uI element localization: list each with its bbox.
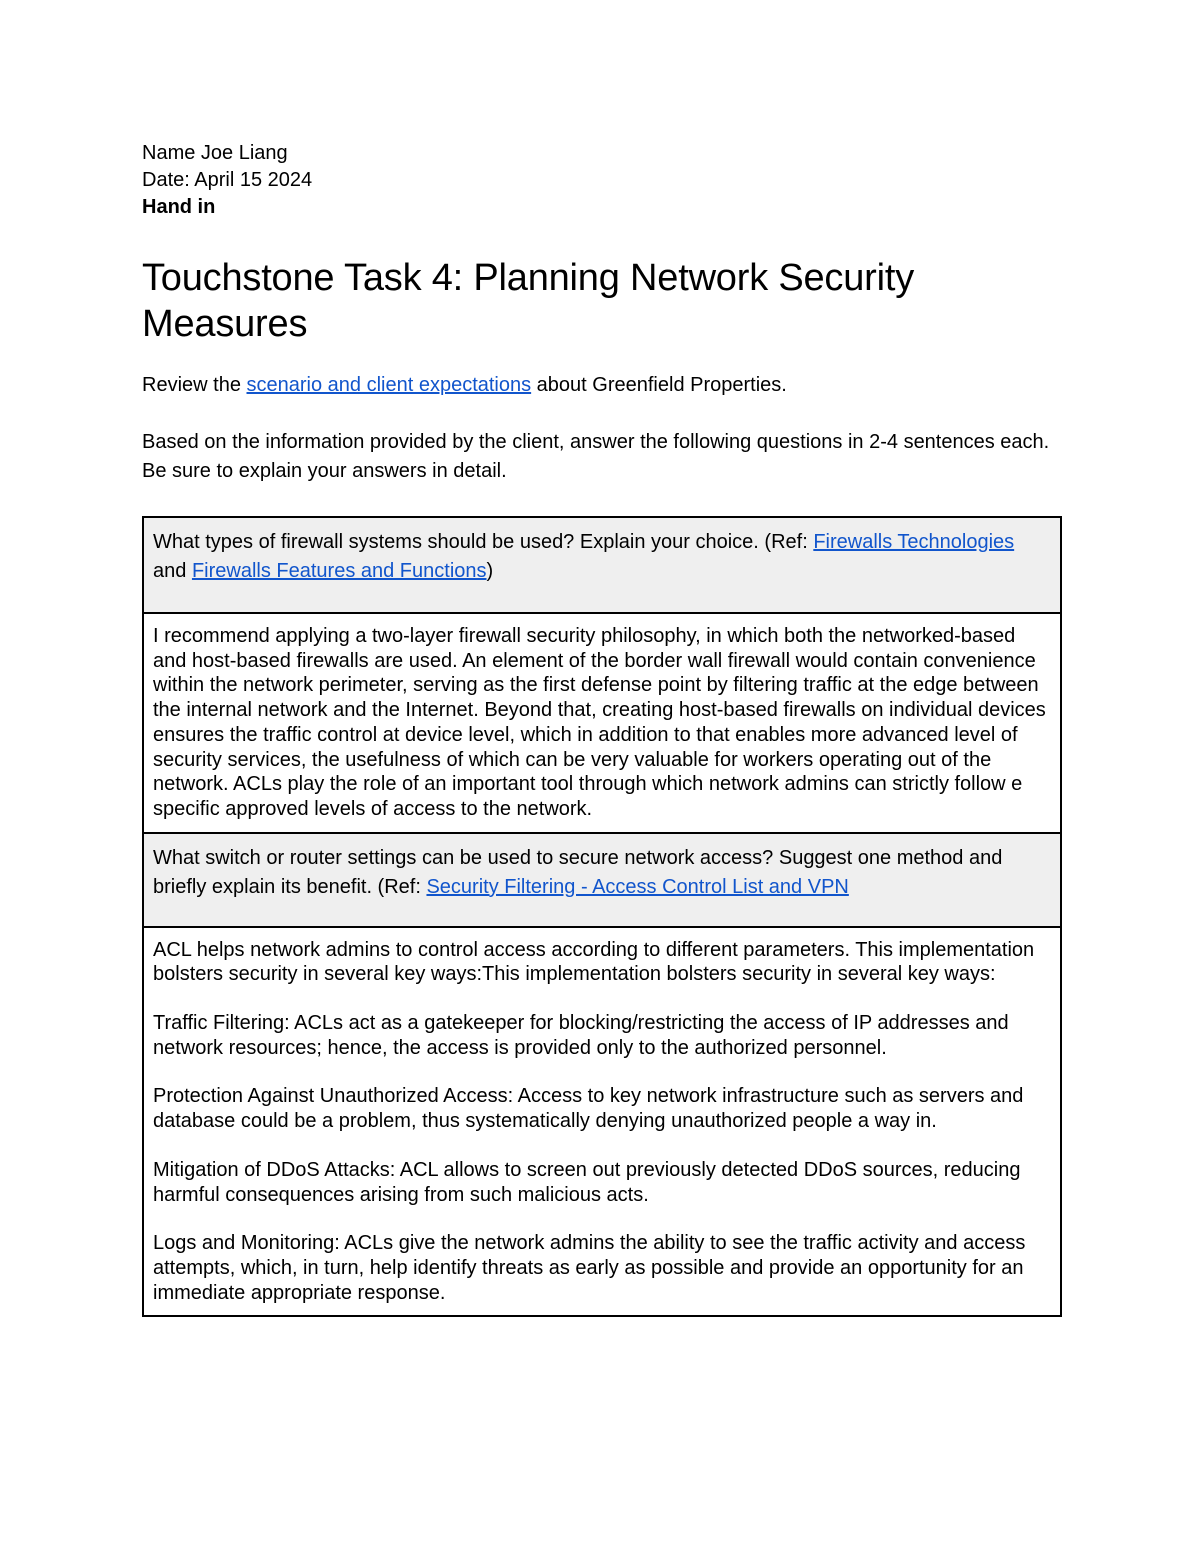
table-row [143, 833, 1061, 927]
review-paragraph [142, 371, 1062, 400]
question-1-cell [143, 517, 1061, 613]
hand-in-label: Hand in [142, 196, 216, 218]
answer-2-point-logs: Logs and Monitoring: ACLs give the network admins the ability to see the traffic activity and access attempts, which, in turn, help identify threats as early as possible and provide an opportunity for an immediate appropriate response. [153, 1232, 1026, 1304]
review-suffix: about Greenfield Properties. [531, 374, 787, 396]
answer-1-text: I recommend applying a two-layer firewall security philosophy, in which both the networked-based and host-based firewalls are used. An element of the border wall firewall would contain convenience within the network perimeter, serving as the first defense point by filtering traffic at the edge between the internal network and the Internet. Beyond that, creating host-based firewalls on individual devices ensures the traffic control at device level, which in addition to that enables more advanced level of security services, the usefulness of which can be very valuable for workers operating out of the network. ACLs play the role of an important tool through which network admins can strictly follow e specific approved levels of access to the network. [153, 625, 1046, 820]
answer-2-point-ddos: Mitigation of DDoS Attacks: ACL allows to screen out previously detected DDoS sources, reducing harmful consequences arising from such malicious acts. [153, 1158, 1021, 1206]
question-1-and: and [153, 560, 192, 582]
question-answer-table [142, 516, 1062, 1317]
question-1-close: ) [486, 560, 494, 582]
page-title: Touchstone Task 4: Planning Network Security Measures [142, 257, 915, 345]
document-page [142, 140, 1062, 1317]
security-filtering-link[interactable]: Security Filtering - Access Control List and VPN [426, 875, 849, 898]
firewalls-technologies-link[interactable]: Firewalls Technologies [813, 531, 1015, 553]
student-name: Name Joe Liang [142, 142, 288, 164]
answer-2-intro: ACL helps network admins to control access according to different parameters. This implementation bolsters security in several key ways:This implementation bolsters security in several key ways: [153, 938, 1035, 986]
question-2-cell [143, 833, 1061, 927]
answer-2-point-unauthorized-access: Protection Against Unauthorized Access: Access to key network infrastructure such as servers and database could be a problem, thus systematically denying unauthorized people a way in. [153, 1085, 1024, 1133]
review-prefix: Review the [142, 374, 247, 396]
submission-date: Date: April 15 2024 [142, 169, 313, 191]
answer-2-point-traffic-filtering: Traffic Filtering: ACLs act as a gatekeeper for blocking/restricting the access of IP addresses and network resources; hence, the access is provided only to the authorized personnel. [153, 1012, 1009, 1059]
firewalls-features-link[interactable]: Firewalls Features and Functions [191, 560, 487, 582]
table-row [143, 613, 1061, 833]
question-1-text: What types of firewall systems should be used? Explain your choice. (Ref: [153, 531, 814, 553]
question-2-text: What switch or router settings can be used to secure network access? Suggest one method and briefly explain its benefit. (Ref: [153, 846, 1003, 898]
answer-2-cell [143, 927, 1061, 1317]
table-row [143, 927, 1061, 1317]
instructions-paragraph: Based on the information provided by the client, answer the following questions in 2-4 sentences each. Be sure to explain your answers in detail. [142, 431, 1050, 482]
answer-1-cell [143, 613, 1061, 833]
table-row [143, 517, 1061, 613]
scenario-link[interactable]: scenario and client expectations [246, 374, 532, 396]
